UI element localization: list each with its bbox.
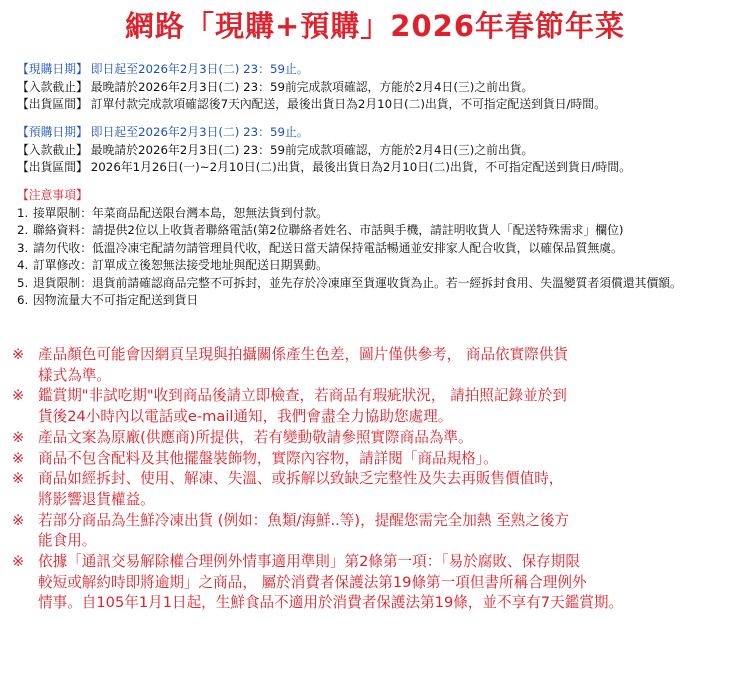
current-ship-tag: 【出貨區間】	[17, 97, 88, 111]
warning-item	[12, 386, 748, 427]
warning-mark: ※	[12, 387, 25, 405]
warning-line: 較短或解約時即將逾期」之商品， 屬於消費者保護法第19條第一項但書所稱合理例外	[38, 573, 587, 591]
note-item	[17, 240, 743, 258]
preorder-ship-tag: 【出貨區間】	[17, 160, 88, 174]
preorder-section	[17, 124, 743, 177]
current-pay-text: 最晚請於2026年2月3日(二) 23：59前完成款項確認，方能於2月4日(三)之前出貨。	[90, 79, 534, 94]
notes-section	[17, 187, 743, 310]
warning-mark: ※	[12, 511, 25, 529]
warning-mark: ※	[12, 346, 25, 363]
warning-line: 能食用。	[38, 532, 97, 550]
note-text: 因物流量大不可指定配送到貨日	[33, 293, 199, 307]
warning-line: 將影響退貨權益。	[38, 490, 155, 508]
current-date-text: 即日起至2026年2月3日(二) 23：59止。	[90, 62, 309, 76]
page-title: 網路「現購+預購」2026年春節年菜	[124, 9, 625, 43]
note-item	[17, 205, 743, 223]
notes-header: 【注意事項】	[17, 188, 88, 202]
note-text: 聯絡資料：請提供2位以上收貨者聯絡電話(第2位聯絡者姓名、市話與手機，請註明收貨人「配送特殊需求」欄位)	[33, 223, 624, 237]
warning-item	[12, 511, 748, 552]
warning-item	[12, 552, 748, 614]
note-text: 退貨限制：退貨前請確認商品完整不可拆封，並先存於冷凍庫至貨運收貨為止。若一經拆封食用、失溫變質者須償還其價額。	[33, 275, 682, 290]
note-number: 4.	[17, 258, 29, 272]
warning-line: 樣式為準。	[38, 366, 111, 384]
current-purchase-section	[17, 61, 743, 114]
warning-item	[12, 469, 748, 510]
preorder-date-line	[17, 124, 743, 142]
note-item	[17, 275, 743, 293]
warnings-section	[12, 345, 748, 614]
warning-item	[12, 449, 748, 470]
warning-mark: ※	[12, 470, 25, 488]
note-number: 1.	[17, 205, 29, 220]
note-item	[17, 257, 743, 275]
preorder-ship-text: 2026年1月26日(一)~2月10日(二)出貨，最後出貨日為2月10日(二)出貨，不可指定配送到貨日/時間。	[90, 160, 631, 174]
warning-mark: ※	[12, 449, 25, 467]
warning-mark: ※	[12, 553, 25, 571]
preorder-pay-text: 最晚請於2026年2月3日(二) 23：59前完成款項確認，方能於2月4日(三)之前出貨。	[90, 142, 534, 157]
warning-line: 依據「通訊交易解除權合理例外情事適用準則」第2條第一項：「易於腐敗、保存期限	[38, 553, 580, 571]
note-item	[17, 292, 743, 310]
warning-line: 商品如經拆封、使用、解凍、失溫、或拆解以致缺乏完整性及失去再販售價值時，	[38, 470, 564, 488]
note-text: 接單限制：年菜商品配送限台灣本島，恕無法貨到付款。	[33, 205, 328, 220]
warning-item	[12, 345, 748, 386]
current-ship-text: 訂單付款完成款項確認後7天內配送，最後出貨日為2月10日(二)出貨，不可指定配送到貨日/時間。	[90, 97, 606, 111]
preorder-ship-line	[17, 159, 743, 177]
current-pay-line	[17, 79, 743, 97]
warning-item	[12, 428, 748, 449]
note-number: 3.	[17, 240, 29, 255]
current-pay-tag: 【入款截止】	[17, 79, 88, 94]
current-ship-line	[17, 96, 743, 114]
warning-line: 情事。自105年1月1日起，生鮮食品不適用於消費者保護法第19條，並不享有7天鑑賞期。	[38, 594, 624, 612]
note-item	[17, 222, 743, 240]
note-number: 6.	[17, 293, 29, 307]
note-number: 5.	[17, 275, 29, 290]
preorder-pay-tag: 【入款截止】	[17, 142, 88, 157]
note-number: 2.	[17, 223, 29, 237]
warning-line: 產品顏色可能會因網頁呈現與拍攝關係產生色差，圖片僅供參考， 商品依實際供貨	[38, 346, 569, 363]
warning-line: 貨後24小時內以電話或e-mail通知，我們會盡全力協助您處理。	[38, 408, 453, 426]
preorder-pay-line	[17, 142, 743, 160]
preorder-date-tag: 【預購日期】	[17, 125, 88, 139]
warning-mark: ※	[12, 428, 25, 446]
note-text: 訂單修改：訂單成立後恕無法接受地址與配送日期異動。	[33, 258, 328, 272]
preorder-date-text: 即日起至2026年2月3日(二) 23：59止。	[90, 125, 309, 139]
current-date-line	[17, 61, 743, 79]
warning-line: 商品不包含配料及其他擺盤裝飾物，實際內容物，請詳閱「商品規格」。	[38, 449, 498, 467]
current-date-tag: 【現購日期】	[17, 62, 88, 76]
note-text: 請勿代收：低溫冷凍宅配請勿請管理員代收，配送日當天請保持電話暢通並安排家人配合收貨，以確保品質無虞。	[33, 240, 623, 255]
warning-line: 若部分商品為生鮮冷凍出貨 (例如：魚類/海鮮..等)，提醒您需完全加熱 至熟之後方	[38, 511, 570, 529]
warning-line: 產品文案為原廠(供應商)所提供，若有變動敬請參照實際商品為準。	[38, 428, 473, 446]
warning-line: 鑑賞期"非試吃期"收到商品後請立即檢查，若商品有瑕疵狀況， 請拍照記錄並於到	[38, 387, 567, 405]
